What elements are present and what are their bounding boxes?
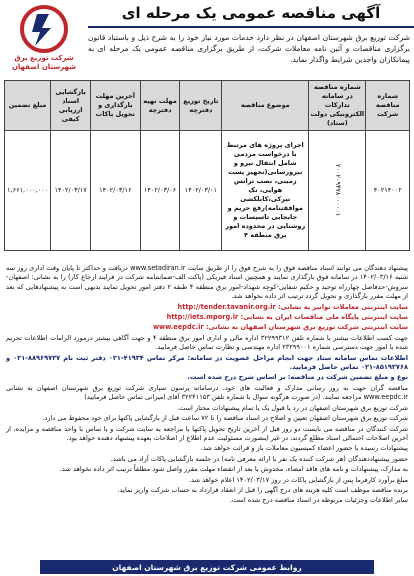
body-paragraph: جهت کسب اطلاعات بیشتر با شماره تلفن ۳۲۲۹۹۳۱۲ اداره مالی و اداری امور برق منطقه ۴ و جهت آگاهی بیشتر درمورد الزامات اطلاعات تحریم شده با امور جهت دسترسی شماره ۲۳۲۹۹۰۰۱ اداره مهندسی و نظارت تماس حاصل فرمایید. [6, 333, 409, 352]
table-row [5, 131, 410, 251]
tender-table [4, 80, 410, 251]
body-paragraph: شرکت کنندگان در مناقصه می بایست دو روز قبل از آخرین تاریخ تحویل پاکتها با مراجعه به سایت شرکت و یا تماس با واحد مناقصه و مزایده، از آخرین اصلاحات احتمالی اسناد مطلع گردند، در غیر اینصورت مسئولیت عدم اطلاع از اصلاحات بعهده پیشنهاد دهنده خواهد بود. [6, 424, 408, 442]
body-paragraph: پیشنهاد دهندگان می توانند اسناد مناقصه فوق را به شرح فوق را از طریق سایت www.setadiran.ir دریافت و حداکثر تا پایان وقت اداری روز سه شنبه ۱۴۰۲/۰۳/۱۶ در سامانه فوق بارگذاری نمایند و همچنین اسناد فیزیکی (پاکت الف-ضمانتنامه شرکت در فرایند ارجاع کار) را به نشانی: اصفهان-سروش-حدفاصل چهارراه توحید و حکیم شفایی-کوچه شهداد-امور برق منطقه ۴ طبقه ۲ دفتر امور تحویل نمایند بدیهی است به پیشنهادهایی که بعد از مهلت مقرر بارگذاری و تحویل گردد ترتیب اثر داده نخواهد شد. [6, 264, 408, 301]
body-paragraph: حضور پیشنهاددهندگان (هر شرکت کننده یک نفر با ارائه معرفی نامه) در جلسه بازگشایی پاکات آزاد می باشد. [110, 454, 408, 463]
footer-banner [40, 560, 374, 574]
table-cell: ۱۴۰۲/۰۳/۰۱ [180, 131, 222, 251]
body-paragraph: پیشنهادات رسیده با حضور اعضاء کمیسیون معاملات باز و قرائت خواهد شد. [200, 444, 408, 453]
iets-site-line: سایت اینترنتی پایگاه ملی مناقصات ایران به نشانی: http://iets.mporg.ir [166, 313, 408, 322]
table-cell: ۱,۶۶۱,۰۰۰,۰۰۰ [5, 131, 51, 251]
col-header: موضوع مناقصه [222, 81, 309, 131]
ad-title: آگهی مناقصه عمومی یک مرحله ای [121, 4, 381, 22]
body-paragraph: اطلاعات تماس سامانه ستاد جهت انجام مراحل عضویت در سامانه: مرکز تماس ۴۱۹۳۴-۰۲۱ دفتر ثبت نام ۸۸۹۶۹۷۳۷-۰۲۱ و ۸۵۱۹۳۷۶۸-۰۲۱ تماس حاصل فرمایید. [6, 353, 408, 372]
body-paragraph: نوع و مبلغ تضمین شرکت در مناقصه: بر اساس شرح درج شده است. [187, 373, 408, 382]
col-header: آخرین مهلت بارگذاری و تحویل پاکات [91, 81, 141, 131]
logo-text: شرکت توزیع برق شهرستان اصفهان [11, 54, 77, 71]
table-header-row [5, 81, 410, 131]
body-paragraph: شرکت توزیع برق شهرستان اصفهان در رد یا قبول یک یا تمام پیشنهادات مختار است. [176, 403, 408, 412]
ad-body [6, 264, 408, 507]
body-paragraph: شرکت توزیع برق شهرستان اصفهان تعیین و اصلاح در اسناد مناقصه را تا ۷۲ ساعت قبل از بازگشایی پاکتها برای خود محفوظ می دارد. [42, 414, 408, 423]
body-paragraph: به مدارک، پیشنهادات و نامه های فاقد امضاء، مخدوش یا بعد از انقضاء مهلت مقرر واصل شود مطلقاً ترتیب اثر داده نخواهد شد. [59, 465, 408, 474]
body-paragraph: سایر اطلاعات وجزئیات مربوطه در اسناد مناقصه درج شده است. [229, 496, 408, 505]
col-header: بازگشایی اسناد ارزیابی کیفی [51, 81, 91, 131]
intro-paragraph: شرکت توزیع برق شهرستان اصفهان در نظر دارد خدمات مورد نیاز خود را به شرح ذیل و باستناد قانون برگزاری مناقصات و آئین نامه معاملات شرکت، از طریق برگزاری مناقصه عمومی یک مرحله ای به پیمانکاران واجدین شرایط واگذار نماید. [88, 33, 410, 64]
table-cell: ۱۴۰۲/۰۳/۰۶ [140, 131, 180, 251]
table-cell: ۲۰۰۲۰۹۳۷۸۰۰۰۰۰۱ [309, 131, 366, 251]
table-cell: ۴۰۲۱۴۰۰۲ [366, 131, 410, 251]
body-paragraph: مناقصه گران جهت به روز رسانی مدارک و فعالیت های خود، درسامانه پرسون سپاری شرکت توزیع برق شهرستان اصفهان به نشانی www.eepdc.ir مراجعه نمایند. (در صورت هرگونه سوال با شماره تلفن ۳۲۲۴۱۱۵۳ آقای امیرانی تماس حاصل فرمایید) [6, 383, 408, 402]
table-cell: اجرای پروژه های مرتبط با درخواست مردمی شامل انتقال نیرو و نیرورسانی(تجهیز پست زمینی، نصب ترانس هوایی، تک تیرکی،کابلکشی موافقتنامه)رفع حریم و جابجایی تاسیسات و روشنایی در محدوده امور برق منطقه ۴ [222, 131, 309, 251]
tavanir-site-line: سایت اینترنتی معاملات توانیر به نشانی: http://tender.tavanir.org.ir [177, 302, 408, 311]
body-paragraph: مبلغ برآورد کارفرما پس از بازگشایی پاکات در روز ۱۴۰۲/۰۳/۱۷ اعلام خواهد شد. [188, 475, 408, 484]
ad-title-bar [88, 0, 414, 28]
footer-text: روابط عمومی شرکت توزیع برق شهرستان اصفهان [112, 562, 302, 572]
col-header: مبلغ تضمین [5, 81, 51, 131]
company-logo [4, 4, 84, 74]
body-paragraph: برنده مناقصه موظف است کلیه هزینه های درج آگهی را قبل از انعقاد قرارداد به حساب شرکت واریز نماید. [117, 485, 408, 494]
col-header: تاریخ توزیع دفترچه [180, 81, 222, 131]
power-logo-icon [15, 4, 73, 54]
table-cell: ۱۴۰۲/۰۳/۱۷ [51, 131, 91, 251]
col-header: شماره مناقصه در سامانه تدارکات الکترونیکی دولت (ستاد) [309, 81, 366, 131]
company-site-line: سایت اینترنتی شرکت توزیع برق شهرستان اصفهان به نشانی: www.eepdc.ir [152, 323, 408, 332]
table-cell: ۱۴۰۲/۰۳/۱۶ [91, 131, 141, 251]
col-header: مهلت تهیه دفترچه [140, 81, 180, 131]
col-header: شماره مناقصه شرکت [366, 81, 410, 131]
